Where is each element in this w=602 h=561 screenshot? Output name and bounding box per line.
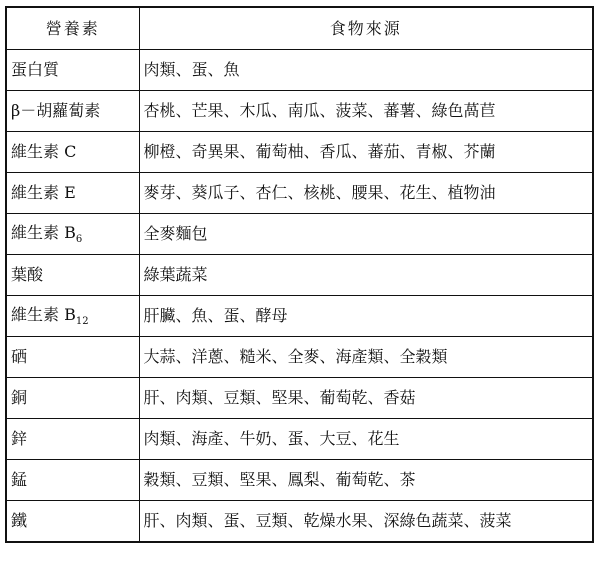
food-source-cell: 肉類、海產、牛奶、蛋、大豆、花生 — [139, 419, 593, 460]
table-row — [6, 132, 593, 173]
nutrient-cell — [6, 337, 139, 378]
food-source-cell: 柳橙、奇異果、葡萄柚、香瓜、蕃茄、青椒、芥蘭 — [139, 132, 593, 173]
nutrient-table — [5, 6, 594, 543]
table-row — [6, 337, 593, 378]
food-source-cell: 穀類、豆類、堅果、鳳梨、葡萄乾、茶 — [139, 460, 593, 501]
nutrient-cell — [6, 296, 139, 337]
table-row — [6, 214, 593, 255]
nutrient-name: 硒 — [11, 347, 28, 366]
header-food-source: 食物來源 — [139, 7, 593, 50]
nutrient-name: 銅 — [11, 388, 28, 407]
table-row — [6, 501, 593, 543]
nutrient-cell — [6, 173, 139, 214]
table-row — [6, 296, 593, 337]
nutrient-name: 錳 — [11, 470, 28, 489]
nutrient-name: 維生素 E — [11, 183, 76, 202]
food-source-cell: 麥芽、葵瓜子、杏仁、核桃、腰果、花生、植物油 — [139, 173, 593, 214]
table-row — [6, 460, 593, 501]
nutrient-name: 鐵 — [11, 511, 28, 530]
nutrient-name: 葉酸 — [11, 265, 44, 284]
nutrient-subscript: 12 — [75, 316, 89, 327]
food-source-cell: 肝、肉類、蛋、豆類、乾燥水果、深綠色蔬菜、菠菜 — [139, 501, 593, 543]
nutrient-name: 維生素 B — [11, 223, 76, 242]
nutrient-name: 蛋白質 — [11, 60, 60, 79]
nutrient-subscript: 6 — [75, 234, 83, 245]
nutrient-cell — [6, 460, 139, 501]
table-row — [6, 378, 593, 419]
nutrient-cell — [6, 501, 139, 543]
food-source-cell: 肝、肉類、豆類、堅果、葡萄乾、香菇 — [139, 378, 593, 419]
nutrient-name: 維生素 C — [11, 142, 77, 161]
food-source-cell: 大蒜、洋蔥、糙米、全麥、海產類、全穀類 — [139, 337, 593, 378]
table-row — [6, 419, 593, 460]
nutrient-name: β－胡蘿蔔素 — [11, 101, 101, 120]
nutrient-name: 維生素 B — [11, 305, 76, 324]
nutrient-cell — [6, 132, 139, 173]
table-row — [6, 173, 593, 214]
food-source-cell: 杏桃、芒果、木瓜、南瓜、菠菜、蕃薯、綠色萵苣 — [139, 91, 593, 132]
nutrient-cell — [6, 91, 139, 132]
food-source-cell: 肉類、蛋、魚 — [139, 50, 593, 91]
nutrient-cell — [6, 419, 139, 460]
nutrient-cell — [6, 50, 139, 91]
table-row — [6, 91, 593, 132]
food-source-cell: 全麥麵包 — [139, 214, 593, 255]
nutrient-cell — [6, 255, 139, 296]
food-source-cell: 綠葉蔬菜 — [139, 255, 593, 296]
nutrient-cell — [6, 214, 139, 255]
table-header-row — [6, 7, 593, 50]
table-row — [6, 255, 593, 296]
nutrient-name: 鋅 — [11, 429, 28, 448]
table-row — [6, 50, 593, 91]
nutrient-cell — [6, 378, 139, 419]
food-source-cell: 肝臟、魚、蛋、酵母 — [139, 296, 593, 337]
header-nutrient: 營養素 — [6, 7, 139, 50]
table-body — [6, 50, 593, 543]
